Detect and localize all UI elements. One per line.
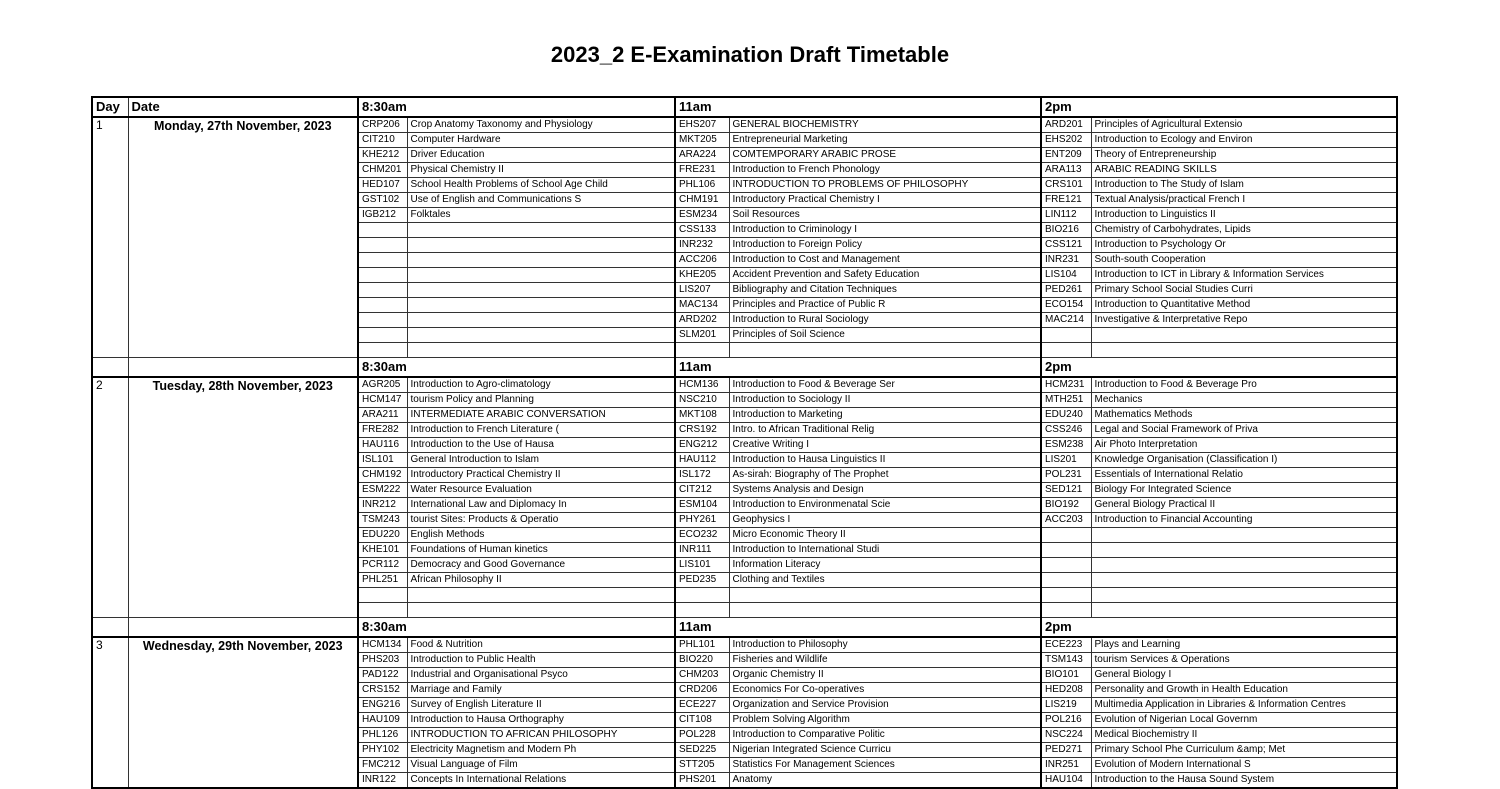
course-title: Electricity Magnetism and Modern Ph	[407, 743, 675, 758]
course-title: Introduction to French Literature (	[407, 423, 675, 438]
course-title: Driver Education	[407, 148, 675, 163]
course-title: Introduction to Financial Accounting	[1091, 513, 1397, 528]
course-title: Evolution of Modern International S	[1091, 758, 1397, 773]
course-title: Plays and Learning	[1091, 637, 1397, 653]
course-title	[407, 298, 675, 313]
course-title: Introduction to Rural Sociology	[729, 313, 1041, 328]
course-code	[358, 313, 407, 328]
course-title: Industrial and Organisational Psyco	[407, 668, 675, 683]
course-title	[1091, 558, 1397, 573]
course-code: KHE101	[358, 543, 407, 558]
course-code: PHL106	[675, 178, 729, 193]
course-code: LIN112	[1041, 208, 1091, 223]
course-code	[1041, 573, 1091, 588]
day-column-header: Day	[92, 97, 128, 117]
course-code: LIS104	[1041, 268, 1091, 283]
course-title: Marriage and Family	[407, 683, 675, 698]
course-code: HCM231	[1041, 377, 1091, 393]
course-code: HAU116	[358, 438, 407, 453]
course-title: Introduction to Hausa Orthography	[407, 713, 675, 728]
course-code	[1041, 603, 1091, 618]
course-title: English Methods	[407, 528, 675, 543]
course-title: Information Literacy	[729, 558, 1041, 573]
course-title: Micro Economic Theory II	[729, 528, 1041, 543]
course-title	[1091, 343, 1397, 358]
course-title	[407, 283, 675, 298]
course-code	[358, 223, 407, 238]
course-title: Introductory Practical Chemistry II	[407, 468, 675, 483]
course-title	[1091, 603, 1397, 618]
course-title	[407, 268, 675, 283]
course-code: POL231	[1041, 468, 1091, 483]
course-code: ENT209	[1041, 148, 1091, 163]
course-title: GENERAL BIOCHEMISTRY	[729, 117, 1041, 133]
course-title: Economics For Co-operatives	[729, 683, 1041, 698]
course-code: ACC206	[675, 253, 729, 268]
course-title	[407, 588, 675, 603]
course-code: NSC210	[675, 393, 729, 408]
time-slot-header: 8:30am	[358, 618, 675, 638]
course-code: PHL101	[675, 637, 729, 653]
course-code: INR232	[675, 238, 729, 253]
course-code: MKT108	[675, 408, 729, 423]
course-code	[358, 328, 407, 343]
course-code: CSS121	[1041, 238, 1091, 253]
course-title: Organization and Service Provision	[729, 698, 1041, 713]
course-title: Introduction to International Studi	[729, 543, 1041, 558]
course-title	[729, 588, 1041, 603]
course-code: BIO101	[1041, 668, 1091, 683]
course-title: Nigerian Integrated Science Curricu	[729, 743, 1041, 758]
course-title: Introduction to Psychology Or	[1091, 238, 1397, 253]
course-title: African Philosophy II	[407, 573, 675, 588]
course-code	[1041, 343, 1091, 358]
course-title: Democracy and Good Governance	[407, 558, 675, 573]
course-title: Use of English and Communications S	[407, 193, 675, 208]
course-code: ACC203	[1041, 513, 1091, 528]
day-number: 2	[92, 377, 128, 618]
course-title	[407, 238, 675, 253]
course-title: Geophysics I	[729, 513, 1041, 528]
course-title: Introduction to Comparative Politic	[729, 728, 1041, 743]
course-code: EHS202	[1041, 133, 1091, 148]
course-code: HED208	[1041, 683, 1091, 698]
course-title: General Introduction to Islam	[407, 453, 675, 468]
course-title: Water Resource Evaluation	[407, 483, 675, 498]
course-code: ESM234	[675, 208, 729, 223]
course-title	[1091, 528, 1397, 543]
time-slot-header: 8:30am	[358, 97, 675, 117]
exam-date: Monday, 27th November, 2023	[128, 117, 358, 358]
course-code: PCR112	[358, 558, 407, 573]
course-title: Introduction to Sociology II	[729, 393, 1041, 408]
course-code: CRS192	[675, 423, 729, 438]
course-title: Principles and Practice of Public R	[729, 298, 1041, 313]
course-title: Theory of Entrepreneurship	[1091, 148, 1397, 163]
course-title: Mathematics Methods	[1091, 408, 1397, 423]
course-code: PED235	[675, 573, 729, 588]
course-code: PHS201	[675, 773, 729, 789]
course-code: NSC224	[1041, 728, 1091, 743]
course-title: Organic Chemistry II	[729, 668, 1041, 683]
slot-header-row	[92, 618, 1397, 638]
course-code: MAC214	[1041, 313, 1091, 328]
course-code: HCM136	[675, 377, 729, 393]
course-code: PED261	[1041, 283, 1091, 298]
course-code: SED225	[675, 743, 729, 758]
course-code	[358, 343, 407, 358]
course-title: Accident Prevention and Safety Education	[729, 268, 1041, 283]
course-code: HED107	[358, 178, 407, 193]
course-title: Anatomy	[729, 773, 1041, 789]
course-code: INR251	[1041, 758, 1091, 773]
course-title: Introduction to Food & Beverage Pro	[1091, 377, 1397, 393]
course-title: Systems Analysis and Design	[729, 483, 1041, 498]
course-code: CIT108	[675, 713, 729, 728]
course-title: Introduction to Environmenatal Scie	[729, 498, 1041, 513]
course-title: Primary School Social Studies Curri	[1091, 283, 1397, 298]
course-code: KHE205	[675, 268, 729, 283]
course-title: Medical Biochemistry II	[1091, 728, 1397, 743]
course-code: ECO232	[675, 528, 729, 543]
course-code	[1041, 588, 1091, 603]
course-code: ECE227	[675, 698, 729, 713]
course-title: General Biology I	[1091, 668, 1397, 683]
course-title: Food & Nutrition	[407, 637, 675, 653]
course-code	[1041, 558, 1091, 573]
course-code: CIT212	[675, 483, 729, 498]
course-code: LIS201	[1041, 453, 1091, 468]
course-code	[1041, 328, 1091, 343]
time-slot-header: 11am	[675, 97, 1041, 117]
course-code: EDU220	[358, 528, 407, 543]
course-title: Introduction to Criminology I	[729, 223, 1041, 238]
course-code	[358, 253, 407, 268]
course-title	[1091, 573, 1397, 588]
course-code: STT205	[675, 758, 729, 773]
course-code: ISL101	[358, 453, 407, 468]
course-code	[1041, 528, 1091, 543]
course-code: MAC134	[675, 298, 729, 313]
course-code: HAU112	[675, 453, 729, 468]
course-title: Visual Language of Film	[407, 758, 675, 773]
time-slot-header: 2pm	[1041, 618, 1397, 638]
day-header-blank	[92, 618, 128, 638]
course-code: PAD122	[358, 668, 407, 683]
course-title: Entrepreneurial Marketing	[729, 133, 1041, 148]
course-title: Introduction to the Hausa Sound System	[1091, 773, 1397, 789]
course-title: Physical Chemistry II	[407, 163, 675, 178]
course-title: Introduction to the Use of Hausa	[407, 438, 675, 453]
course-code: ESM238	[1041, 438, 1091, 453]
course-title: Problem Solving Algorithm	[729, 713, 1041, 728]
course-title	[1091, 543, 1397, 558]
course-title: Introduction to Ecology and Environ	[1091, 133, 1397, 148]
course-title: INTRODUCTION TO AFRICAN PHILOSOPHY	[407, 728, 675, 743]
course-title: Computer Hardware	[407, 133, 675, 148]
course-code: ECO154	[1041, 298, 1091, 313]
slot-header-row	[92, 97, 1397, 117]
course-title: tourist Sites: Products & Operatio	[407, 513, 675, 528]
course-title: Introduction to Marketing	[729, 408, 1041, 423]
course-title: Knowledge Organisation (Classification I)	[1091, 453, 1397, 468]
course-title: Statistics For Management Sciences	[729, 758, 1041, 773]
course-code: FMC212	[358, 758, 407, 773]
course-code: INR122	[358, 773, 407, 789]
course-code: PHY102	[358, 743, 407, 758]
time-slot-header: 2pm	[1041, 97, 1397, 117]
course-title: INTERMEDIATE ARABIC CONVERSATION	[407, 408, 675, 423]
course-title: Introduction to Hausa Linguistics II	[729, 453, 1041, 468]
course-title: Introduction to Linguistics II	[1091, 208, 1397, 223]
course-code: BIO192	[1041, 498, 1091, 513]
course-title: Survey of English Literature II	[407, 698, 675, 713]
course-title: Investigative & Interpretative Repo	[1091, 313, 1397, 328]
course-title	[407, 603, 675, 618]
page-title: 2023_2 E-Examination Draft Timetable	[550, 42, 950, 67]
course-code: ENG216	[358, 698, 407, 713]
course-title: International Law and Diplomacy In	[407, 498, 675, 513]
date-column-header: Date	[128, 97, 358, 117]
course-title: Concepts In International Relations	[407, 773, 675, 789]
course-title: Introduction to Food & Beverage Ser	[729, 377, 1041, 393]
course-title: Essentials of International Relatio	[1091, 468, 1397, 483]
course-title: Principles of Agricultural Extensio	[1091, 117, 1397, 133]
table-row	[92, 637, 1397, 653]
course-code	[358, 283, 407, 298]
course-title	[729, 603, 1041, 618]
course-title	[729, 343, 1041, 358]
exam-date: Tuesday, 28th November, 2023	[128, 377, 358, 618]
course-code: ARD201	[1041, 117, 1091, 133]
course-code: EDU240	[1041, 408, 1091, 423]
course-code: ISL172	[675, 468, 729, 483]
table-row	[92, 377, 1397, 393]
course-code: TSM243	[358, 513, 407, 528]
course-title: Folktales	[407, 208, 675, 223]
course-title	[1091, 328, 1397, 343]
course-code: GST102	[358, 193, 407, 208]
course-title: Principles of Soil Science	[729, 328, 1041, 343]
course-title: Creative Writing I	[729, 438, 1041, 453]
course-title: Introduction to Public Health	[407, 653, 675, 668]
course-title	[407, 328, 675, 343]
course-title	[407, 313, 675, 328]
course-title: General Biology Practical II	[1091, 498, 1397, 513]
course-code: SED121	[1041, 483, 1091, 498]
course-title: Introduction to ICT in Library & Information Services	[1091, 268, 1397, 283]
course-title: School Health Problems of School Age Child	[407, 178, 675, 193]
course-title: Personality and Growth in Health Education	[1091, 683, 1397, 698]
course-code: POL228	[675, 728, 729, 743]
course-code: INR212	[358, 498, 407, 513]
course-title: Intro. to African Traditional Relig	[729, 423, 1041, 438]
date-header-blank	[128, 618, 358, 638]
course-code	[358, 268, 407, 283]
course-title: Crop Anatomy Taxonomy and Physiology	[407, 117, 675, 133]
course-title: Textual Analysis/practical French I	[1091, 193, 1397, 208]
slot-header-row	[92, 358, 1397, 378]
course-code: CHM201	[358, 163, 407, 178]
course-title: Clothing and Textiles	[729, 573, 1041, 588]
course-title: INTRODUCTION TO PROBLEMS OF PHILOSOPHY	[729, 178, 1041, 193]
course-code: ECE223	[1041, 637, 1091, 653]
course-code	[675, 603, 729, 618]
course-code: ARD202	[675, 313, 729, 328]
course-code: FRE121	[1041, 193, 1091, 208]
course-title: Legal and Social Framework of Priva	[1091, 423, 1397, 438]
course-code: ESM104	[675, 498, 729, 513]
course-title: Evolution of Nigerian Local Governm	[1091, 713, 1397, 728]
course-code	[358, 603, 407, 618]
course-code: MKT205	[675, 133, 729, 148]
course-title	[407, 343, 675, 358]
date-header-blank	[128, 358, 358, 378]
course-code: MTH251	[1041, 393, 1091, 408]
course-code: EHS207	[675, 117, 729, 133]
course-title: tourism Policy and Planning	[407, 393, 675, 408]
course-code	[358, 588, 407, 603]
course-code	[675, 588, 729, 603]
course-title: South-south Cooperation	[1091, 253, 1397, 268]
course-code: PHL126	[358, 728, 407, 743]
course-code: CRS152	[358, 683, 407, 698]
course-code: PHS203	[358, 653, 407, 668]
course-title: Fisheries and Wildlife	[729, 653, 1041, 668]
course-title: tourism Services & Operations	[1091, 653, 1397, 668]
course-title: Foundations of Human kinetics	[407, 543, 675, 558]
course-title: Introduction to Foreign Policy	[729, 238, 1041, 253]
course-title: Multimedia Application in Libraries & Information Centres	[1091, 698, 1397, 713]
time-slot-header: 11am	[675, 618, 1041, 638]
time-slot-header: 11am	[675, 358, 1041, 378]
course-code: HAU109	[358, 713, 407, 728]
course-code: CHM203	[675, 668, 729, 683]
course-title: Chemistry of Carbohydrates, Lipids	[1091, 223, 1397, 238]
course-code	[358, 238, 407, 253]
course-code: LIS207	[675, 283, 729, 298]
course-code: POL216	[1041, 713, 1091, 728]
day-header-blank	[92, 358, 128, 378]
course-title: As-sirah: Biography of The Prophet	[729, 468, 1041, 483]
course-code: HCM134	[358, 637, 407, 653]
course-title	[1091, 588, 1397, 603]
course-code	[1041, 543, 1091, 558]
course-code: HCM147	[358, 393, 407, 408]
course-title: Air Photo Interpretation	[1091, 438, 1397, 453]
course-title: Introduction to The Study of Islam	[1091, 178, 1397, 193]
course-title: Introduction to Agro-climatology	[407, 377, 675, 393]
course-code: AGR205	[358, 377, 407, 393]
course-code: KHE212	[358, 148, 407, 163]
course-code: TSM143	[1041, 653, 1091, 668]
course-code: ARA211	[358, 408, 407, 423]
course-title: Introduction to Philosophy	[729, 637, 1041, 653]
course-code: ARA224	[675, 148, 729, 163]
course-code: IGB212	[358, 208, 407, 223]
course-code: CRD206	[675, 683, 729, 698]
course-code: CRS101	[1041, 178, 1091, 193]
course-code: INR231	[1041, 253, 1091, 268]
course-code: HAU104	[1041, 773, 1091, 789]
course-title: Soil Resources	[729, 208, 1041, 223]
course-title: Mechanics	[1091, 393, 1397, 408]
course-title	[407, 223, 675, 238]
exam-date: Wednesday, 29th November, 2023	[128, 637, 358, 788]
course-code	[358, 298, 407, 313]
course-code: CRP206	[358, 117, 407, 133]
course-title: Biology For Integrated Science	[1091, 483, 1397, 498]
day-number: 3	[92, 637, 128, 788]
timetable	[91, 96, 1398, 789]
course-title: Introduction to Quantitative Method	[1091, 298, 1397, 313]
course-title: Introductory Practical Chemistry I	[729, 193, 1041, 208]
time-slot-header: 2pm	[1041, 358, 1397, 378]
course-code: LIS219	[1041, 698, 1091, 713]
course-code: BIO220	[675, 653, 729, 668]
course-title: Introduction to Cost and Management	[729, 253, 1041, 268]
course-code: PHL251	[358, 573, 407, 588]
course-code: CIT210	[358, 133, 407, 148]
course-code: PED271	[1041, 743, 1091, 758]
course-title: COMTEMPORARY ARABIC PROSE	[729, 148, 1041, 163]
course-code: SLM201	[675, 328, 729, 343]
course-code: LIS101	[675, 558, 729, 573]
course-title: Introduction to French Phonology	[729, 163, 1041, 178]
course-code: INR111	[675, 543, 729, 558]
course-code: CHM191	[675, 193, 729, 208]
course-code: CHM192	[358, 468, 407, 483]
day-number: 1	[92, 117, 128, 358]
table-row	[92, 117, 1397, 133]
course-code: ESM222	[358, 483, 407, 498]
course-title	[407, 253, 675, 268]
course-code: ARA113	[1041, 163, 1091, 178]
course-code: FRE282	[358, 423, 407, 438]
course-code	[675, 343, 729, 358]
course-title: Bibliography and Citation Techniques	[729, 283, 1041, 298]
course-code: ENG212	[675, 438, 729, 453]
course-code: BIO216	[1041, 223, 1091, 238]
course-title: Primary School Phe Curriculum &amp; Met	[1091, 743, 1397, 758]
course-code: FRE231	[675, 163, 729, 178]
course-title: ARABIC READING SKILLS	[1091, 163, 1397, 178]
course-code: PHY261	[675, 513, 729, 528]
course-code: CSS246	[1041, 423, 1091, 438]
time-slot-header: 8:30am	[358, 358, 675, 378]
course-code: CSS133	[675, 223, 729, 238]
